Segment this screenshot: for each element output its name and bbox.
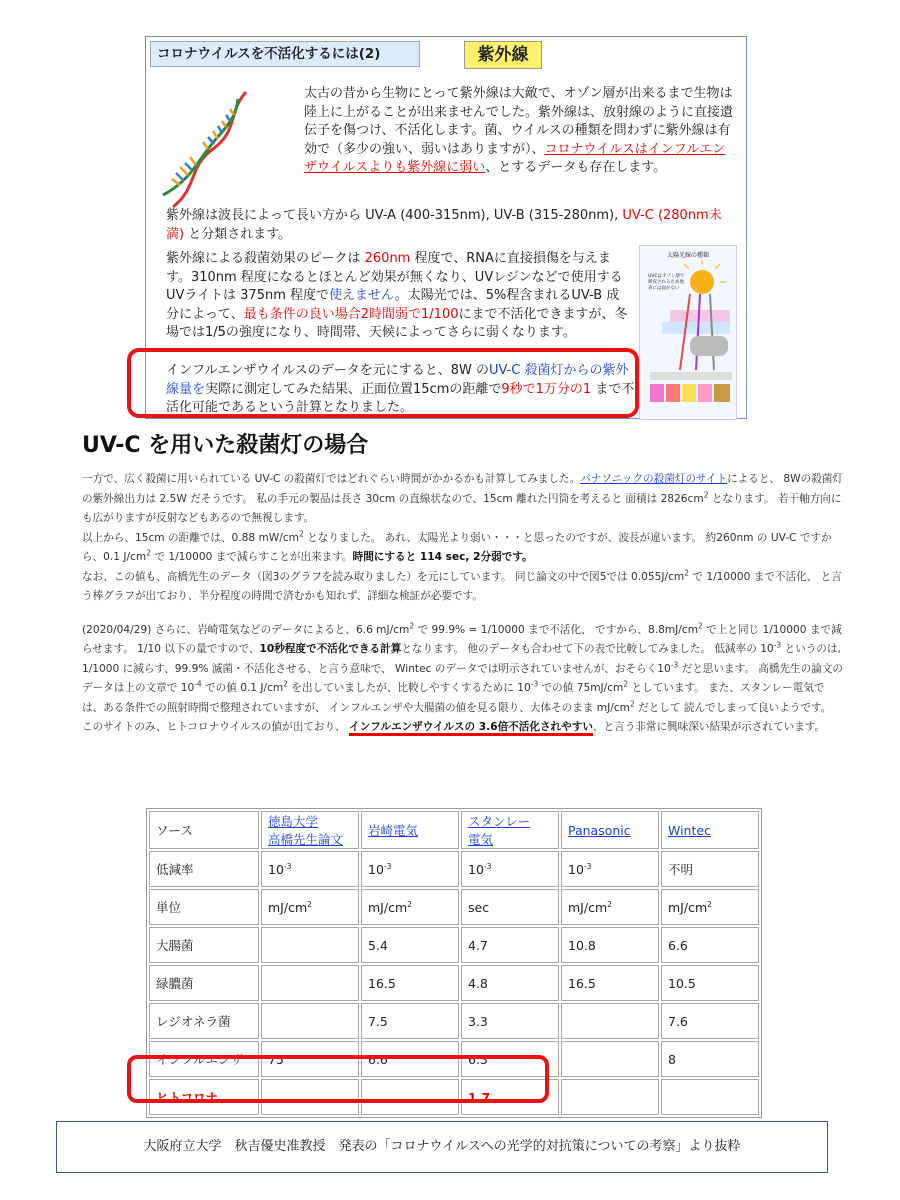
table-cell — [561, 1003, 659, 1039]
unit-mj: mJ/cm — [668, 899, 708, 915]
header-panasonic — [561, 811, 659, 849]
table-cell — [261, 851, 359, 887]
slide-p3-text: 紫外線による殺菌効果のピークは — [166, 251, 365, 266]
para4-text-8: を出していましたが、比較しやすくするために 10 — [288, 682, 531, 694]
tokushima-link[interactable] — [268, 814, 343, 847]
slide-p4-text-2: 実際に測定してみた結果、正面位置15cmの距離で — [205, 381, 502, 397]
table-cell — [561, 851, 659, 887]
header-stanley — [461, 811, 559, 849]
header-tokushima — [261, 811, 359, 849]
table-cell — [561, 1041, 659, 1077]
slide-paragraph-1 — [304, 85, 736, 178]
para1-text: 一方で、広く殺菌に用いられている UV-C の殺菌灯ではどれぐらい時間がかかるかも計算してみました。 — [82, 473, 581, 485]
sup: 2 — [307, 899, 312, 909]
table-row-unit — [149, 889, 759, 925]
dna-icon — [158, 87, 250, 212]
panasonic-link[interactable]: パナソニックの殺菌灯のサイト — [580, 473, 728, 485]
slide-p4-red: 9秒で1万分の1 — [501, 381, 592, 397]
table-cell: 6.6 — [361, 1041, 459, 1077]
slide-p2-highlight: UV-C (280nm未満) — [166, 208, 722, 242]
row-label: ヒトコロナ — [149, 1079, 259, 1115]
para4-text-2: で 99.9% = 1/10000 まで不活化、 ですから、8.8mJ/cm — [414, 623, 699, 636]
sup: 2 — [703, 489, 709, 499]
para3-tail: で 1/10000 まで不活化、 と言う棒グラフが出ており、半分程度の時間で済むかも知れず、詳細な検証が必要です。 — [82, 570, 842, 602]
row-label: 緑膿菌 — [149, 965, 259, 1001]
slide-p1-highlight: コロナウイルスはインフルエンザウイルスよりも紫外線に弱い — [304, 141, 726, 175]
table-header-row — [149, 811, 759, 849]
sunlight-figure-note: UVCはオゾン層で吸収されるため地表には届かない — [648, 274, 685, 291]
table-cell — [261, 1003, 359, 1039]
sup: -3 — [483, 861, 492, 871]
slide-paragraph-2 — [166, 207, 736, 244]
para4-text-5: というのは, 1/1000 に減らす、99.9% 滅菌・不活化させる、と言う意味で、 Wintec のデータでは明示されていませんが、おそらく10 — [82, 643, 841, 675]
table-cell: 7.5 — [361, 1003, 459, 1039]
slide-p3-blue: 使えません — [329, 288, 395, 303]
para1-tail: となります。 若干軸方向にも広がりますが反射などもあるので無視します。 — [82, 492, 842, 524]
table-cell: 5.4 — [361, 927, 459, 963]
sup: 2 — [684, 567, 689, 577]
table-cell: 10.5 — [661, 965, 759, 1001]
paragraph-1 — [82, 470, 844, 607]
para4-text-10: としています。 また、スタンレー電気では、ある条件での照射時間で整理されていますが、 インフルエンザや大腸菌の値を見る限り、大体そのまま mJ/cm — [82, 682, 825, 714]
slide-p4-tail: まで不活化可能であるという計算となりました。 — [166, 381, 635, 415]
slide-title: コロナウイルスを不活化するには(2) — [150, 41, 420, 67]
table-cell: 10.8 — [561, 927, 659, 963]
para4-underlined: インフルエンザウイルスの 3.6倍不活化されやすい — [349, 721, 593, 736]
table-cell — [561, 1079, 659, 1115]
source-footer: 大阪府立大学 秋吉優史准教授 発表の「コロナウイルスへの光学的対抗策についての考察」より抜粋 — [56, 1121, 828, 1173]
reduction-base: 10 — [268, 861, 284, 877]
table-row — [149, 965, 759, 1001]
slide-p2-text: 紫外線は波長によって長い方から UV-A (400-315nm), UV-B (315-280nm), — [166, 208, 623, 223]
sup: -3 — [383, 861, 392, 871]
highlight-callout-slide — [127, 348, 639, 418]
table-cell: 7.6 — [661, 1003, 759, 1039]
table-cell: 4.7 — [461, 927, 559, 963]
table-cell: 不明 — [661, 851, 759, 887]
para2-text: 以上から、15cm の距離では、0.88 mW/cm — [82, 531, 299, 544]
reduction-label: 低減率 — [149, 851, 259, 887]
para4-text-9: での値 75mJ/cm — [538, 682, 624, 694]
unit-mj: mJ/cm — [568, 899, 608, 915]
slide-p4-text: インフルエンザウイルスのデータを元にすると、8W の — [166, 363, 489, 378]
para3-text: なお、この値も、高橋先生のデータ（図3のグラフを読み取りました）を元にしています。 同じ論文の中で図5では 0.055J/cm — [82, 570, 685, 583]
sunlight-figure-title: 太陽光線の種類 — [666, 252, 709, 259]
reduction-base: 10 — [568, 861, 584, 877]
table-cell — [661, 1079, 759, 1115]
table-row-reduction — [149, 851, 759, 887]
sup: 2 — [407, 899, 412, 909]
highlight-callout-table — [127, 1055, 549, 1103]
slide-p4-blue: UV-C 殺菌灯からの紫外線量を — [166, 363, 629, 397]
sup: 2 — [623, 679, 629, 689]
unit-label: 単位 — [149, 889, 259, 925]
para4-text-7: での値 0.1 J/cm — [201, 682, 284, 694]
slide-p3-text-2: 程度で、RNAに直接損傷を与えます。310nm 程度になるとほとんど効果が無くなり、UVレジンなどで使用する UVライトは 375nm 程度で — [166, 251, 623, 303]
stanley-link[interactable] — [468, 814, 530, 847]
para2-text-2: となりました。 あれ、太陽光より弱い・・・と思ったのですが、波長が違います。 約260nm の UV-C ですから、0.1 J/cm — [82, 531, 832, 563]
para1-text-2: によると、 8Wの殺菌灯の紫外線出力は 2.5W だそうです。 私の手元の製品は長さ 30cm の直線状なので、15cm 離れた円筒を考えると 面積は 2826cm — [82, 473, 844, 505]
header-iwasaki — [361, 811, 459, 849]
table-cell — [361, 889, 459, 925]
unit-mj: mJ/cm — [268, 899, 308, 915]
slide-p3-tail: にまで不活化できますが、冬場では1/5の強度になり、時間帯、天候によってさらに弱くなります。 — [166, 306, 628, 340]
stanley-line2: 電気 — [468, 832, 494, 847]
table-cell — [261, 965, 359, 1001]
table-row — [149, 1003, 759, 1039]
row-label: インフルエンザ — [149, 1041, 259, 1077]
para4-text-11: だとして 読んでしまって良いようです。 このサイトのみ、ヒトコロナウイルスの値が出ており、 — [82, 701, 832, 733]
sun-icon — [640, 260, 736, 410]
slide-p1-tail: 、とするデータも存在します。 — [485, 160, 667, 175]
sup: 2 — [698, 620, 703, 630]
table-cell: 3.3 — [461, 1003, 559, 1039]
table-cell: 4.8 — [461, 965, 559, 1001]
para4-text-6: だと思います。 高橋先生の論文のデータは上の文章で 10 — [82, 662, 844, 694]
row-label: 大腸菌 — [149, 927, 259, 963]
panasonic-table-link[interactable]: Panasonic — [568, 822, 631, 838]
sup: 2 — [146, 548, 152, 558]
slide-paragraph-3 — [166, 250, 631, 343]
para4-text-4: となります。 他のデータも合わせて下の表で比較してみました。 低減率の 10 — [401, 643, 774, 655]
header-source: ソース — [149, 811, 259, 849]
table-cell — [661, 889, 759, 925]
section-title: UV-C を用いた殺菌灯の場合 — [82, 433, 369, 458]
sup: -3 — [670, 659, 679, 669]
sunlight-figure — [639, 245, 737, 420]
sup: -3 — [530, 679, 539, 689]
table-cell: 16.5 — [361, 965, 459, 1001]
table-cell: 6.6 — [661, 927, 759, 963]
para4-tail: 、と言う非常に興味深い結果が示されています。 — [592, 721, 826, 733]
slide-p3-text-3: 。太陽光では、5%程含まれるUV-B 成分によって、 — [166, 288, 620, 322]
sup: -4 — [194, 679, 202, 689]
wintec-link[interactable]: Wintec — [668, 822, 711, 838]
reduction-base: 10 — [468, 861, 484, 877]
table-cell — [461, 851, 559, 887]
table-cell: 16.5 — [561, 965, 659, 1001]
sup: 2 — [299, 528, 304, 538]
table-cell — [561, 889, 659, 925]
para4-text: (2020/04/29) さらに、岩崎電気などのデータによると、6.6 mJ/cm — [82, 623, 410, 636]
para2-bold: 時間にすると 114 sec, 2分弱です。 — [352, 551, 533, 563]
reduction-base: 10 — [368, 861, 384, 877]
table-cell: 1.7 — [461, 1079, 559, 1115]
table-cell: 75 — [261, 1041, 359, 1077]
tokushima-line1: 徳島大学 — [268, 814, 319, 829]
table-cell: 6.3 — [461, 1041, 559, 1077]
sup: -3 — [583, 861, 592, 871]
table-cell: 8 — [661, 1041, 759, 1077]
iwasaki-link[interactable]: 岩崎電気 — [368, 823, 419, 838]
article-body — [82, 470, 844, 746]
slide-badge: 紫外線 — [464, 41, 542, 69]
para4-text-3: で上と同じ 1/10000 まで減らせます。 1/10 以下の量ですので、 — [82, 623, 842, 655]
slide-p1-text: 太古の昔から生物にとって紫外線は大敵で、オゾン層が出来るまで生物は陸上に上がることが出来ませんでした。紫外線は、放射線のように直接遺伝子を傷つけ、不活化します。菌、ウイルスの種類を問わずに紫外線は有効で（多少の強い、弱いはありますが）、 — [304, 86, 734, 157]
table-cell — [261, 927, 359, 963]
sup: 2 — [283, 679, 289, 689]
row-label: レジオネラ菌 — [149, 1003, 259, 1039]
table-cell — [361, 851, 459, 887]
slide-p3-red: 最も条件の良い場合2時間弱で1/100 — [243, 306, 459, 322]
sup: 2 — [409, 620, 415, 630]
stanley-line1: スタンレー — [468, 814, 531, 829]
sup: 2 — [629, 698, 635, 708]
sup: 2 — [607, 899, 612, 909]
sup: -3 — [773, 640, 782, 650]
sup: 2 — [707, 899, 712, 909]
paragraph-2 — [82, 621, 844, 738]
para4-bold: 10秒程度で不活化できる計算 — [259, 643, 402, 655]
slide-p2-tail: と分類されます。 — [184, 226, 292, 242]
table-cell — [261, 889, 359, 925]
unit-mj: mJ/cm — [368, 899, 408, 915]
para2-text-3: で 1/10000 まで減らすことが出来ます。 — [151, 551, 353, 563]
tokushima-line2: 高橋先生論文 — [268, 832, 344, 847]
sup: -3 — [283, 861, 292, 871]
table-cell: sec — [461, 889, 559, 925]
table-row — [149, 927, 759, 963]
header-wintec — [661, 811, 759, 849]
slide-p3-peak: 260nm — [364, 251, 411, 266]
